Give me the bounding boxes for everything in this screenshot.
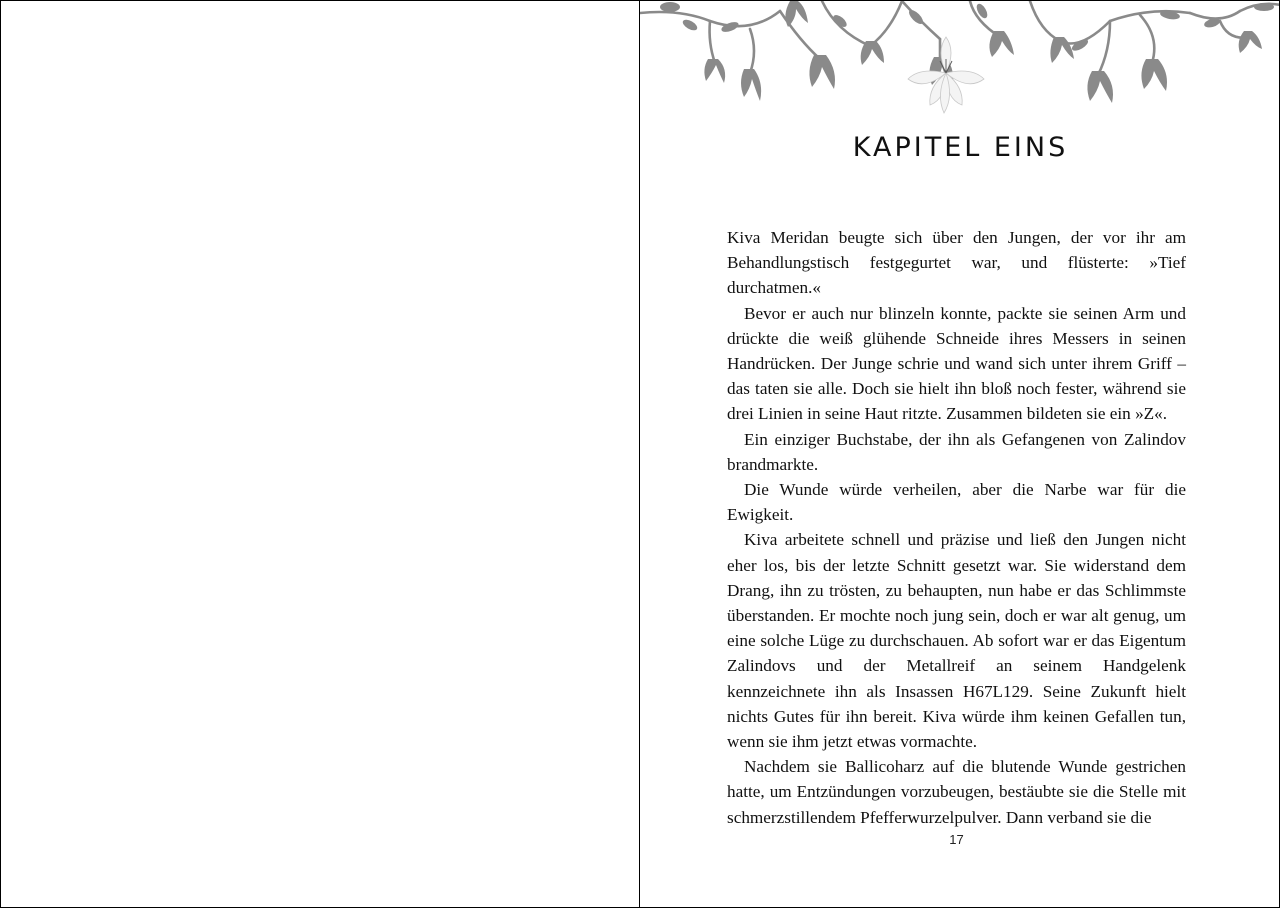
body-text xyxy=(727,225,1186,830)
right-page xyxy=(639,0,1280,908)
paragraph: Nachdem sie Ballicoharz auf die blutende Wunde gestrichen hatte, um Entzündungen vorzubeugen, bestäubte sie die Stelle mit schmerzstillendem Pfefferwurzelpulver. Dann verband sie die xyxy=(727,757,1186,827)
paragraph: Ein einziger Buchstabe, der ihn als Gefangenen von Zalindov brandmarkte. xyxy=(727,429,1186,474)
page-number: 17 xyxy=(949,832,964,847)
chapter-title: KAPITEL EINS xyxy=(852,132,1069,163)
paragraph: Kiva arbeitete schnell und präzise und ließ den Jungen nicht eher los, bis der letzte Schnitt gesetzt war. Sie widerstand dem Drang, ihn zu trösten, zu behaupten, nun habe er das Schlimmste überstanden. Er mochte noch jung sein, doch er war alt genug, um eine solche Lüge zu durchschauen. Ab sofort war er das Eigentum Zalindovs und der Metallreif an seinem Handgelenk kennzeichnete ihn als Insassen H67L129. Seine Zukunft hielt nichts Gutes für ihn bereit. Kiva würde ihm keinen Gefallen tun, wenn sie ihm jetzt etwas vormachte. xyxy=(727,530,1186,752)
lily-flower xyxy=(908,37,984,113)
paragraph: Bevor er auch nur blinzeln konnte, packte sie seinen Arm und drückte die weiß glühende Schneide ihres Messers in seinen Handrücken. Der Junge schrie und wand sich unter ihrem Griff – das taten sie alle. Doch sie hielt ihn bloß noch fester, während sie drei Linien in seine Haut ritzte. Zusammen bildeten sie ein »Z«. xyxy=(727,303,1186,424)
paragraph: Die Wunde würde verheilen, aber die Narbe war für die Ewigkeit. xyxy=(727,480,1186,525)
paragraph: Kiva Meridan beugte sich über den Jungen, der vor ihr am Behandlungstisch festgegurtet war, und flüsterte: »Tief durchatmen.« xyxy=(727,228,1186,298)
vine-ornament xyxy=(640,1,1280,116)
